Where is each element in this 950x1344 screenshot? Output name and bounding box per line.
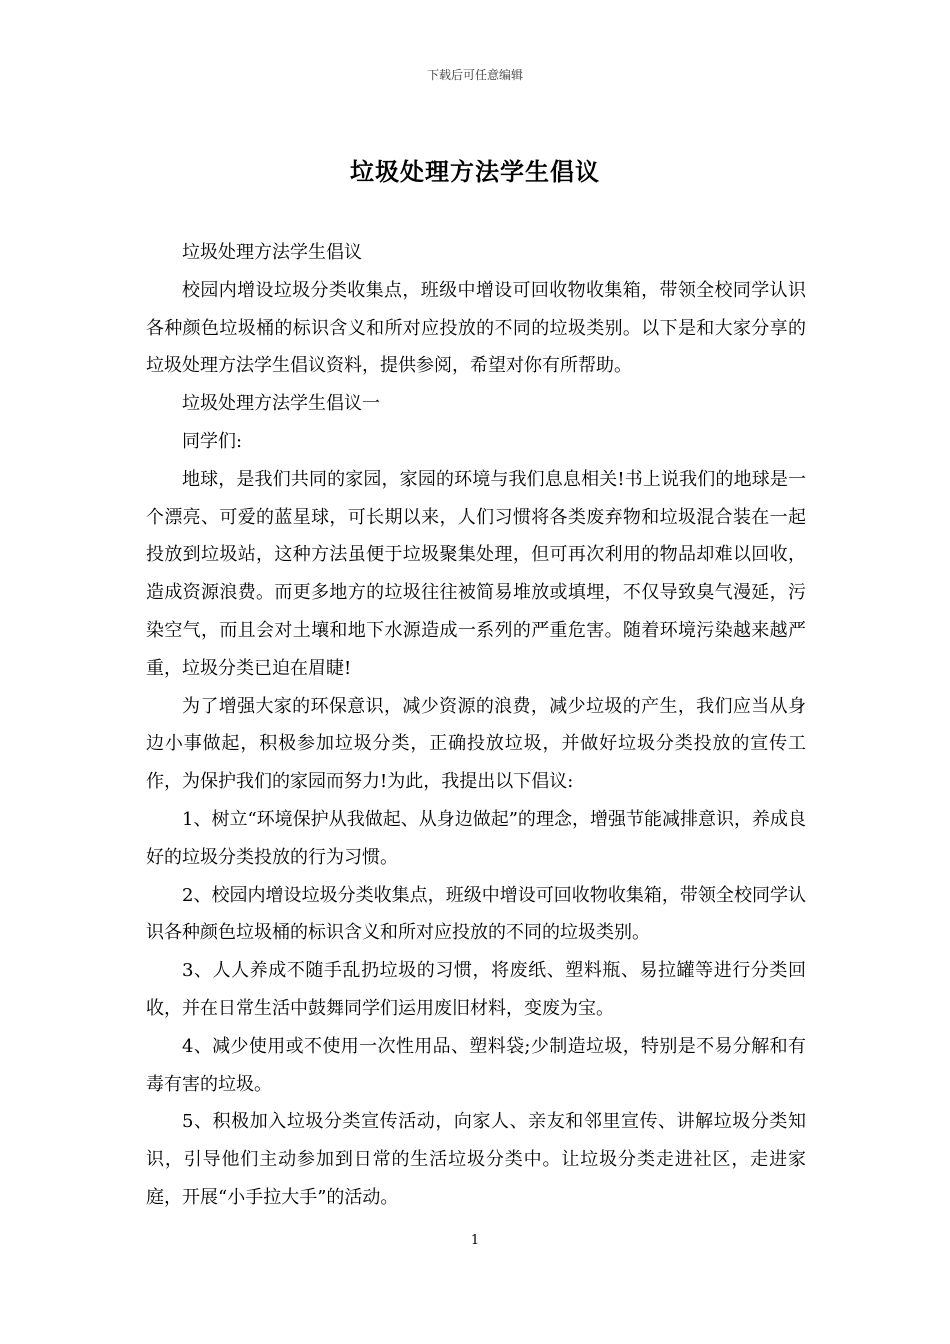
body-paragraph: 同学们:: [182, 430, 243, 452]
page-header-note: 下载后可任意编辑: [426, 68, 523, 82]
page-number: 1: [470, 1233, 480, 1248]
body-paragraph: 地球，是我们共同的家园，家园的环境与我们息息相关!书上说我们的地球是一个漂亮、可爱的蓝星球，可长期以来，人们习惯将各类废弃物和垃圾混合装在一起投放到垃圾站，这种方法虽便于垃圾聚集处理，但可再次利用的物品却难以回收，造成资源浪费。而更多地方的垃圾往往被简易堆放或填埋，不仅导致臭气漫延，污染空气，而且会对土壤和地下水源造成一系列的严重危害。随着环境污染越来越严重，垃圾分类已迫在眉睫!: [146, 468, 806, 679]
body-paragraph: 1、树立“环境保护从我做起、从身边做起”的理念，增强节能减排意识，养成良好的垃圾分类投放的行为习惯。: [146, 808, 806, 868]
body-paragraph: 5、积极加入垃圾分类宣传活动，向家人、亲友和邻里宣传、讲解垃圾分类知识，引导他们主动参加到日常的生活垃圾分类中。让垃圾分类走进社区，走进家庭，开展“小手拉大手”的活动。: [146, 1111, 806, 1208]
body-paragraph: 垃圾处理方法学生倡议一: [182, 393, 380, 415]
document-title: 垃圾处理方法学生倡议: [350, 157, 600, 186]
body-paragraph: 校园内增设垃圾分类收集点，班级中增设可回收物收集箱，带领全校同学认识各种颜色垃圾桶的标识含义和所对应投放的不同的垃圾类别。以下是和大家分享的垃圾处理方法学生倡议资料，提供参阅，希望对你有所帮助。: [146, 279, 806, 377]
body-paragraph: 2、校园内增设垃圾分类收集点，班级中增设可回收物收集箱，带领全校同学认识各种颜色垃圾桶的标识含义和所对应投放的不同的垃圾类别。: [146, 884, 806, 944]
body-paragraph: 4、减少使用或不使用一次性用品、塑料袋;少制造垃圾，特别是不易分解和有毒有害的垃圾。: [146, 1035, 806, 1095]
body-paragraph: 为了增强大家的环保意识，减少资源的浪费，减少垃圾的产生，我们应当从身边小事做起，积极参加垃圾分类，正确投放垃圾，并做好垃圾分类投放的宣传工作，为保护我们的家园而努力!为此，我提出以下倡议:: [146, 695, 806, 793]
body-paragraph: 3、人人养成不随手乱扔垃圾的习惯，将废纸、塑料瓶、易拉罐等进行分类回收，并在日常生活中鼓舞同学们运用废旧材料，变废为宝。: [146, 960, 806, 1019]
document-body: [146, 234, 806, 1217]
body-paragraph: 垃圾处理方法学生倡议: [182, 242, 362, 263]
